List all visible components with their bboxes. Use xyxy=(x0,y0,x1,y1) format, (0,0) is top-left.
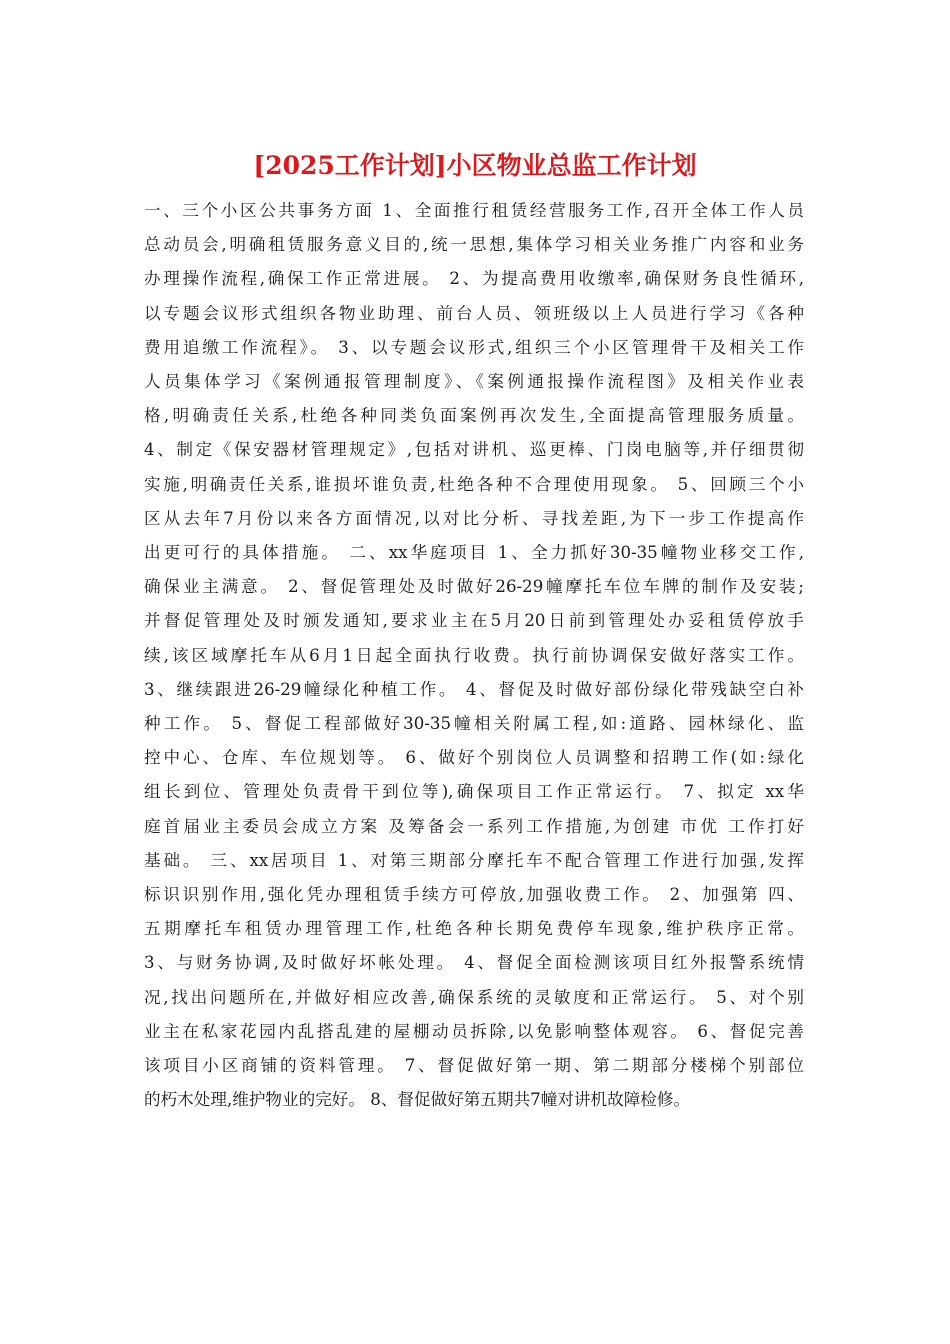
body-line: 3、继续跟进26-29幢绿化种植工作。 4、督促及时做好部份绿化带残缺空白补 xyxy=(144,679,804,699)
body-line: 的朽木处理,维护物业的完好。 8、督促做好第五期共7幢对讲机故障检修。 xyxy=(144,1090,691,1110)
body-line: 庭首届业主委员会成立方案 及筹备会一系列工作措施,为创建 市优 工作打好 xyxy=(144,816,804,836)
body-line: 办理操作流程,确保工作正常进展。 2、为提高费用收缴率,确保财务良性循环, xyxy=(144,269,804,289)
body-line: 出更可行的具体措施。 二、xx华庭项目 1、全力抓好30-35幢物业移交工作, xyxy=(144,543,804,563)
body-line: 并督促管理处及时颁发通知,要求业主在5月20日前到管理处办妥租赁停放手 xyxy=(144,611,804,631)
document-title: [2025工作计划]小区物业总监工作计划 xyxy=(253,151,697,180)
body-line: 组长到位、管理处负责骨干到位等),确保项目工作正常运行。 7、拟定 xx华 xyxy=(144,782,804,802)
body-line: 确保业主满意。 2、督促管理处及时做好26-29幢摩托车位车牌的制作及安装; xyxy=(144,577,804,597)
body-line: 况,找出问题所在,并做好相应改善,确保系统的灵敏度和正常运行。 5、对个别 xyxy=(144,987,804,1007)
body-line: 以专题会议形式组织各物业助理、前台人员、领班级以上人员进行学习《各种 xyxy=(144,303,804,323)
body-line: 一、三个小区公共事务方面 1、全面推行租赁经营服务工作,召开全体工作人员 xyxy=(144,201,804,220)
body-line: 区从去年7月份以来各方面情况,以对比分析、寻找差距,为下一步工作提高作 xyxy=(144,508,804,528)
body-line: 五期摩托车租赁办理管理工作,杜绝各种长期免费停车现象,维护秩序正常。 xyxy=(144,919,804,939)
body-line: 该项目小区商铺的资料管理。 7、督促做好第一期、第二期部分楼梯个别部位 xyxy=(144,1056,804,1076)
body-line: 人员集体学习《案例通报管理制度》、《案例通报操作流程图》及相关作业表 xyxy=(144,372,804,392)
body-line: 种工作。 5、督促工程部做好30-35幢相关附属工程,如:道路、园林绿化、监 xyxy=(144,714,804,734)
body-line: 总动员会,明确租赁服务意义目的,统一思想,集体学习相关业务推广内容和业务 xyxy=(144,235,804,255)
document-body xyxy=(144,194,804,1117)
body-line: 4、制定《保安器材管理规定》,包括对讲机、巡更棒、门岗电脑等,并仔细贯彻 xyxy=(144,440,804,460)
body-line: 格,明确责任关系,杜绝各种同类负面案例再次发生,全面提高管理服务质量。 xyxy=(144,406,804,426)
body-line: 基础。 三、xx居项目 1、对第三期部分摩托车不配合管理工作进行加强,发挥 xyxy=(144,850,804,870)
body-line: 3、与财务协调,及时做好坏帐处理。 4、督促全面检测该项目红外报警系统情 xyxy=(144,953,804,973)
body-line: 标识识别作用,强化凭办理租赁手续方可停放,加强收费工作。 2、加强第 四、 xyxy=(144,885,804,905)
body-line: 控中心、仓库、车位规划等。 6、做好个别岗位人员调整和招聘工作(如:绿化 xyxy=(144,748,804,768)
body-line: 续,该区域摩托车从6月1日起全面执行收费。执行前协调保安做好落实工作。 xyxy=(144,645,804,665)
body-line: 业主在私家花园内乱搭乱建的屋棚动员拆除,以免影响整体观容。 6、督促完善 xyxy=(144,1021,804,1041)
body-line: 实施,明确责任关系,谁损坏谁负责,杜绝各种不合理使用现象。 5、回顾三个小 xyxy=(144,474,804,494)
body-line: 费用追缴工作流程》。 3、以专题会议形式,组织三个小区管理骨干及相关工作 xyxy=(144,337,804,357)
